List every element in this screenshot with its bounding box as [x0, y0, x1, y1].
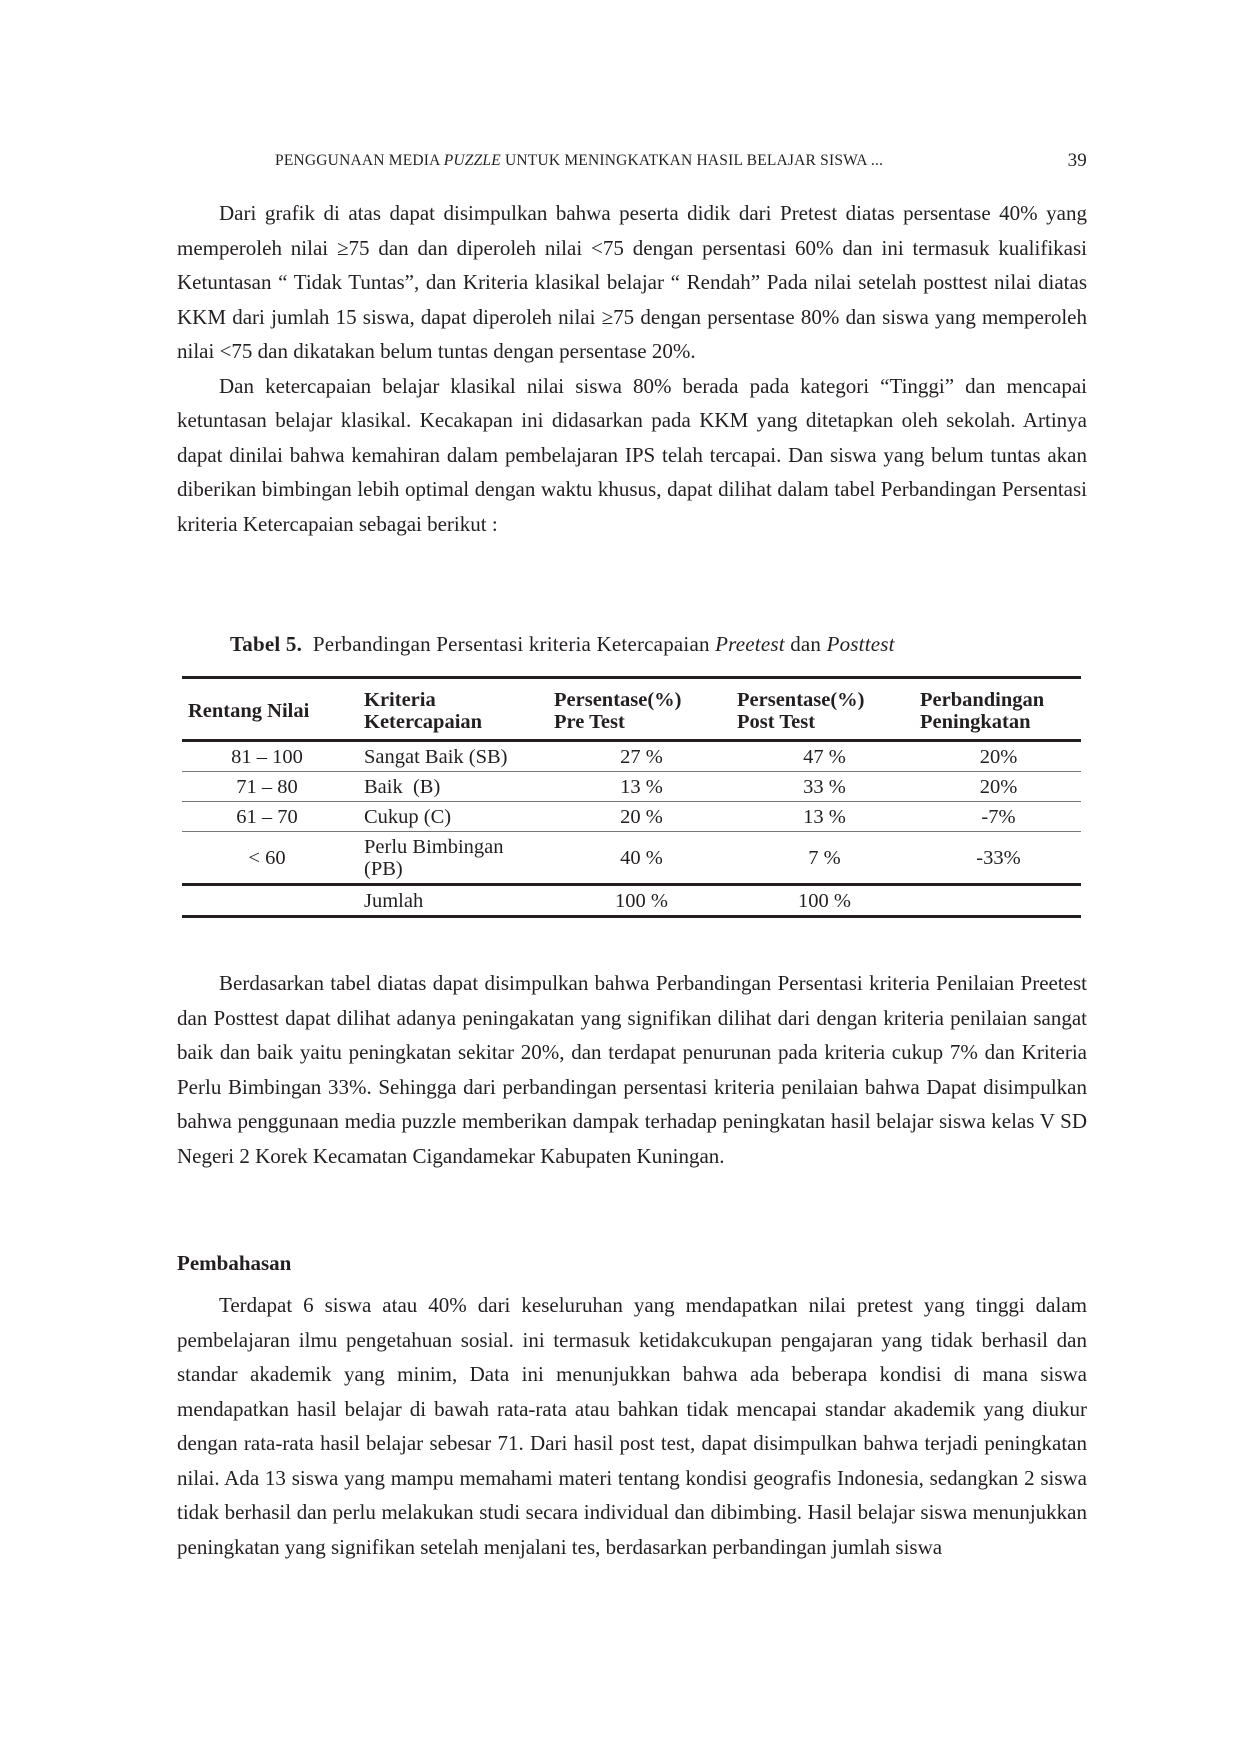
paragraph-discussion: Terdapat 6 siswa atau 40% dari keseluruhan yang mendapatkan nilai pretest yang tinggi dalam pembelajaran ilmu pengetahuan sosial. ini termasuk ketidakcukupan pengajaran yang tidak berhasil dan standar akademik yang minim, Data ini menunjukkan bahwa ada beberapa kondisi di mana siswa mendapatkan hasil belajar di bawah rata-rata atau bahkan tidak mencapai standar akademik yang diukur dengan rata-rata hasil belajar sebesar 71. Dari hasil post test, dapat disimpulkan bahwa terjadi peningkatan nilai. Ada 13 siswa yang mampu memahami materi tentang kondisi geografis Indonesia, sedangkan 2 siswa tidak berhasil dan perlu melakukan studi secara individual dan dibimbing. Hasil belajar siswa menunjukkan peningkatan yang signifikan setelah menjalani tes, berdasarkan perbandingan jumlah siswa: [177, 1293, 1087, 1559]
table-caption: Tabel 5. Perbandingan Persentasi kriteria Ketercapaian Preetest dan Posttest: [230, 632, 895, 656]
cell-total-pretest: 100 %: [550, 885, 733, 917]
table-header-row: [182, 678, 1081, 741]
section-heading: Pembahasan: [177, 1251, 292, 1275]
paragraph-table-conclusion: Berdasarkan tabel diatas dapat disimpulkan bahwa Perbandingan Persentasi kriteria Penilaian Preetest dan Posttest dapat dilihat adanya peningakatan yang signifikan dilihat dari dengan kriteria penilaian sangat baik dan baik yaitu peningkatan sekitar 20%, dan terdapat penurunan pada kriteria cukup 7% dan Kriteria Perlu Bimbingan 33%. Sehingga dari perbandingan persentasi kriteria penilaian bahwa Dapat disimpulkan bahwa penggunaan media puzzle memberikan dampak terhadap peningkatan hasil belajar siswa kelas V SD Negeri 2 Korek Kecamatan Cigandamekar Kabupaten Kuningan.: [177, 971, 1087, 1168]
header-improvement: Perbandingan Peningkatan: [916, 678, 1081, 741]
cell-posttest: 33 %: [733, 772, 916, 802]
table-row: [182, 741, 1081, 772]
cell-total-label: Jumlah: [352, 885, 550, 917]
cell-criteria: Cukup (C): [352, 802, 550, 832]
body-section-results: [177, 196, 1087, 541]
running-title: PENGGUNAAN MEDIA PUZZLE UNTUK MENINGKATKAN HASIL BELAJAR SISWA ...: [275, 152, 884, 169]
cell-posttest: 13 %: [733, 802, 916, 832]
cell-pretest: 40 %: [550, 832, 733, 885]
cell-improvement: 20%: [916, 772, 1081, 802]
header-range: Rentang Nilai: [182, 678, 352, 741]
cell-pretest: 13 %: [550, 772, 733, 802]
cell-range: < 60: [182, 832, 352, 885]
cell-range: 71 – 80: [182, 772, 352, 802]
cell-posttest: 47 %: [733, 741, 916, 772]
cell-criteria: Baik (B): [352, 772, 550, 802]
table-row: [182, 802, 1081, 832]
paragraph-classical-achievement: Dan ketercapaian belajar klasikal nilai siswa 80% berada pada kategori “Tinggi” dan mencapai ketuntasan belajar klasikal. Kecakapan ini didasarkan pada KKM yang ditetapkan oleh sekolah. Artinya dapat dinilai bahwa kemahiran dalam pembelajaran IPS telah tercapai. Dan siswa yang belum tuntas akan diberikan bimbingan lebih optimal dengan waktu khusus, dapat dilihat dalam tabel Perbandingan Persentasi kriteria Ketercapaian sebagai berikut :: [177, 373, 1087, 536]
cell-empty: [182, 885, 352, 917]
header-criteria: Kriteria Ketercapaian: [352, 678, 550, 741]
comparison-table: [182, 676, 1081, 918]
cell-pretest: 20 %: [550, 802, 733, 832]
header-pretest: Persentase(%) Pre Test: [550, 678, 733, 741]
cell-range: 61 – 70: [182, 802, 352, 832]
cell-criteria: Sangat Baik (SB): [352, 741, 550, 772]
cell-improvement: -33%: [916, 832, 1081, 885]
body-section-discussion: [177, 1288, 1087, 1564]
table-row: [182, 832, 1081, 885]
cell-posttest: 7 %: [733, 832, 916, 885]
cell-pretest: 27 %: [550, 741, 733, 772]
paragraph-pretest-summary: Dari grafik di atas dapat disimpulkan bahwa peserta didik dari Pretest diatas persentase 40% yang memperoleh nilai ≥75 dan dan diperoleh nilai <75 dengan persentasi 60% dan ini termasuk kualifikasi Ketuntasan “ Tidak Tuntas”, dan Kriteria klasikal belajar “ Rendah” Pada nilai setelah posttest nilai diatas KKM dari jumlah 15 siswa, dapat diperoleh nilai ≥75 dengan persentase 80% dan siswa yang memperoleh nilai <75 dan dikatakan belum tuntas dengan persentase 20%.: [177, 201, 1087, 363]
header-posttest: Persentase(%) Post Test: [733, 678, 916, 741]
cell-criteria: Perlu Bimbingan (PB): [352, 832, 550, 885]
table-row: [182, 772, 1081, 802]
cell-total-posttest: 100 %: [733, 885, 916, 917]
page-number: 39: [1067, 150, 1087, 171]
cell-improvement: 20%: [916, 741, 1081, 772]
cell-range: 81 – 100: [182, 741, 352, 772]
body-section-conclusion: [177, 966, 1087, 1173]
cell-improvement: -7%: [916, 802, 1081, 832]
cell-empty: [916, 885, 1081, 917]
table-total-row: [182, 885, 1081, 917]
